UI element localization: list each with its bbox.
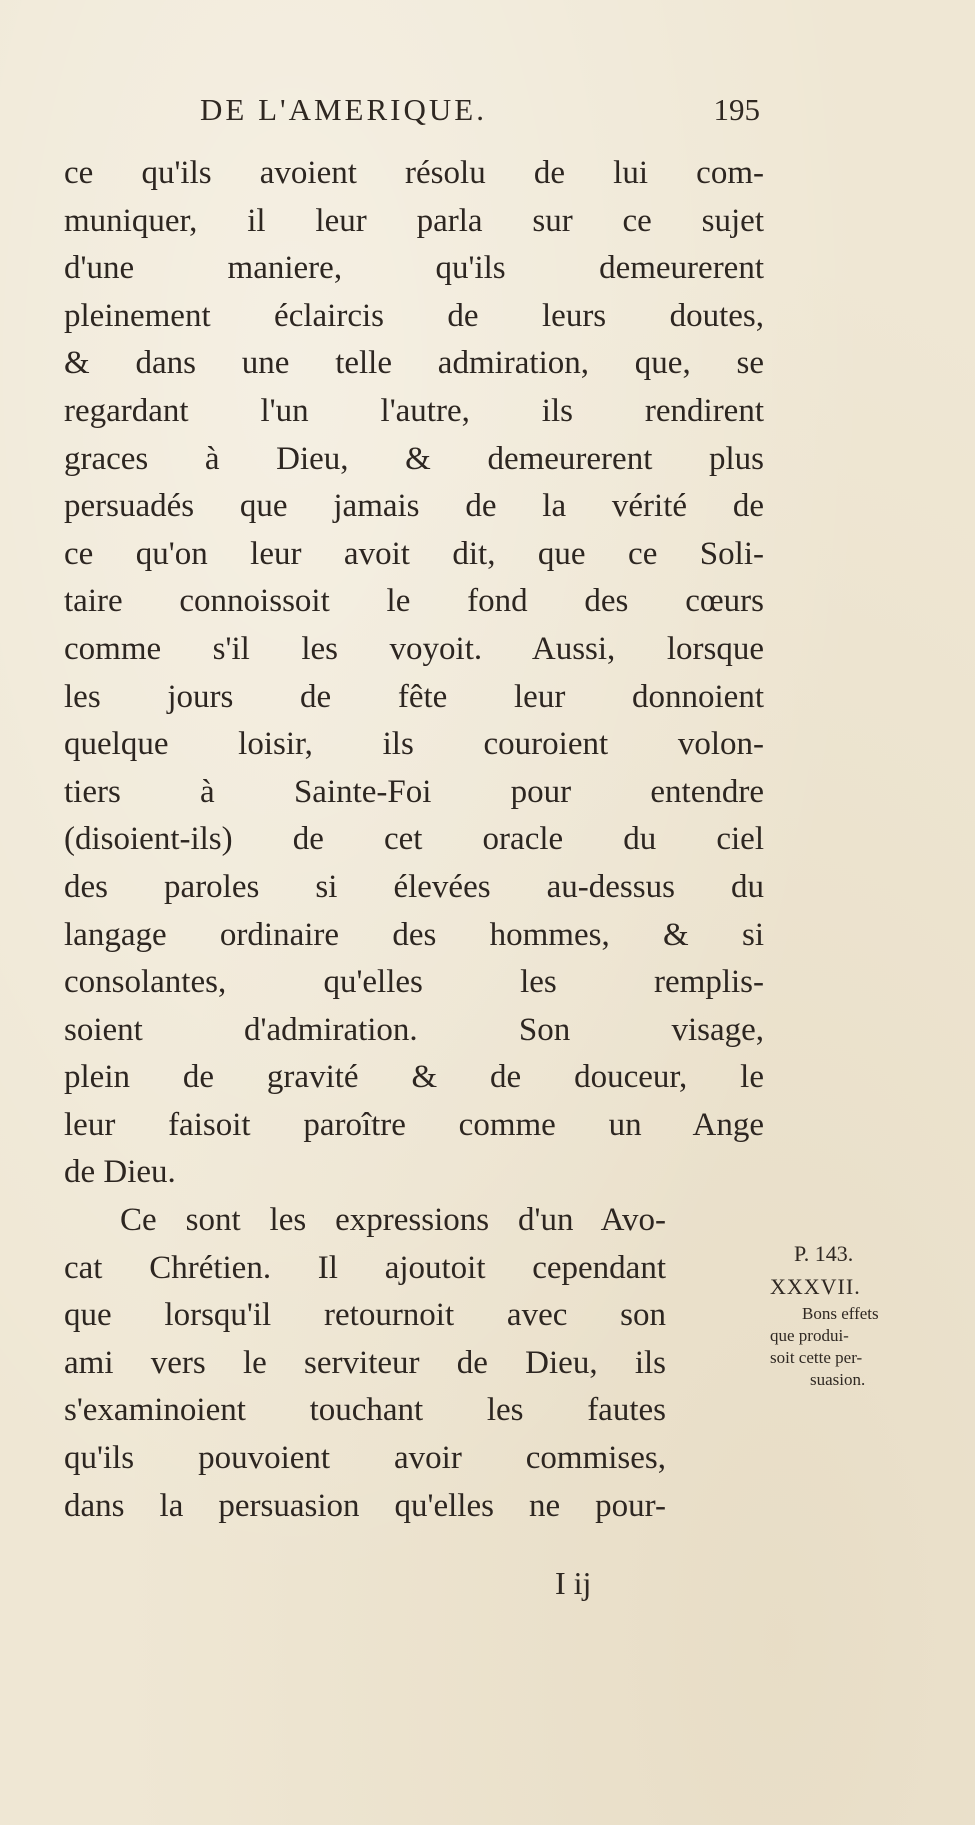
- margin-section-number: XXXVII.: [770, 1274, 861, 1299]
- margin-gloss-line: Bons effets: [802, 1304, 879, 1323]
- text-line: ce qu'on leur avoit dit, que ce Soli-: [64, 535, 764, 572]
- margin-gloss-line: suasion.: [810, 1370, 866, 1389]
- margin-gloss: [770, 1303, 970, 1391]
- margin-page-reference: P. 143.: [794, 1241, 854, 1266]
- margin-notes: [770, 1237, 970, 1391]
- text-line: que lorsqu'il retournoit avec son: [64, 1297, 666, 1334]
- text-line: ce qu'ils avoient résolu de lui com-: [64, 155, 764, 191]
- text-line: d'une maniere, qu'ils demeurerent: [64, 250, 764, 287]
- page-number: 195: [713, 92, 760, 127]
- text-line: soient d'admiration. Son visage,: [64, 1011, 764, 1048]
- text-line: quelque loisir, ils couroient volon-: [64, 726, 764, 763]
- text-line: leur faisoit paroître comme un Ange: [64, 1106, 764, 1143]
- text-line: de Dieu.: [64, 1154, 176, 1191]
- text-line: tiers à Sainte-Foi pour entendre: [64, 773, 764, 810]
- text-line: (disoient-ils) de cet oracle du ciel: [64, 821, 764, 858]
- text-line: muniquer, il leur parla sur ce sujet: [64, 202, 764, 239]
- text-line: persuadés que jamais de la vérité de: [64, 488, 764, 525]
- text-line: dans la persuasion qu'elles ne pour-: [64, 1487, 666, 1524]
- margin-gloss-line: que produi-: [770, 1326, 849, 1345]
- text-line: s'examinoient touchant les fautes: [64, 1392, 666, 1429]
- text-line: comme s'il les voyoit. Aussi, lorsque: [64, 630, 764, 667]
- text-line: qu'ils pouvoient avoir commises,: [64, 1440, 666, 1477]
- text-line: des paroles si élevées au-dessus du: [64, 868, 764, 905]
- text-line: pleinement éclaircis de leurs doutes,: [64, 297, 764, 334]
- text-line: taire connoissoit le fond des cœurs: [64, 583, 764, 620]
- text-line: plein de gravité & de douceur, le: [64, 1059, 764, 1096]
- text-line: cat Chrétien. Il ajoutoit cependant: [64, 1249, 666, 1286]
- text-line: langage ordinaire des hommes, & si: [64, 916, 764, 953]
- text-line: consolantes, qu'elles les remplis-: [64, 964, 764, 1001]
- main-text-block: [64, 150, 764, 1530]
- text-line: graces à Dieu, & demeurerent plus: [64, 440, 764, 477]
- text-line: ami vers le serviteur de Dieu, ils: [64, 1344, 666, 1381]
- page-header: [200, 92, 760, 140]
- text-line: regardant l'un l'autre, ils rendirent: [64, 392, 764, 429]
- signature-mark: I ij: [555, 1565, 592, 1601]
- running-title: DE L'AMERIQUE.: [200, 92, 487, 127]
- text-line: & dans une telle admiration, que, se: [64, 345, 764, 382]
- text-line: les jours de fête leur donnoient: [64, 678, 764, 715]
- paragraph-first-line: Ce sont les expressions d'un Avo-: [120, 1202, 666, 1239]
- margin-gloss-line: soit cette per-: [770, 1348, 863, 1367]
